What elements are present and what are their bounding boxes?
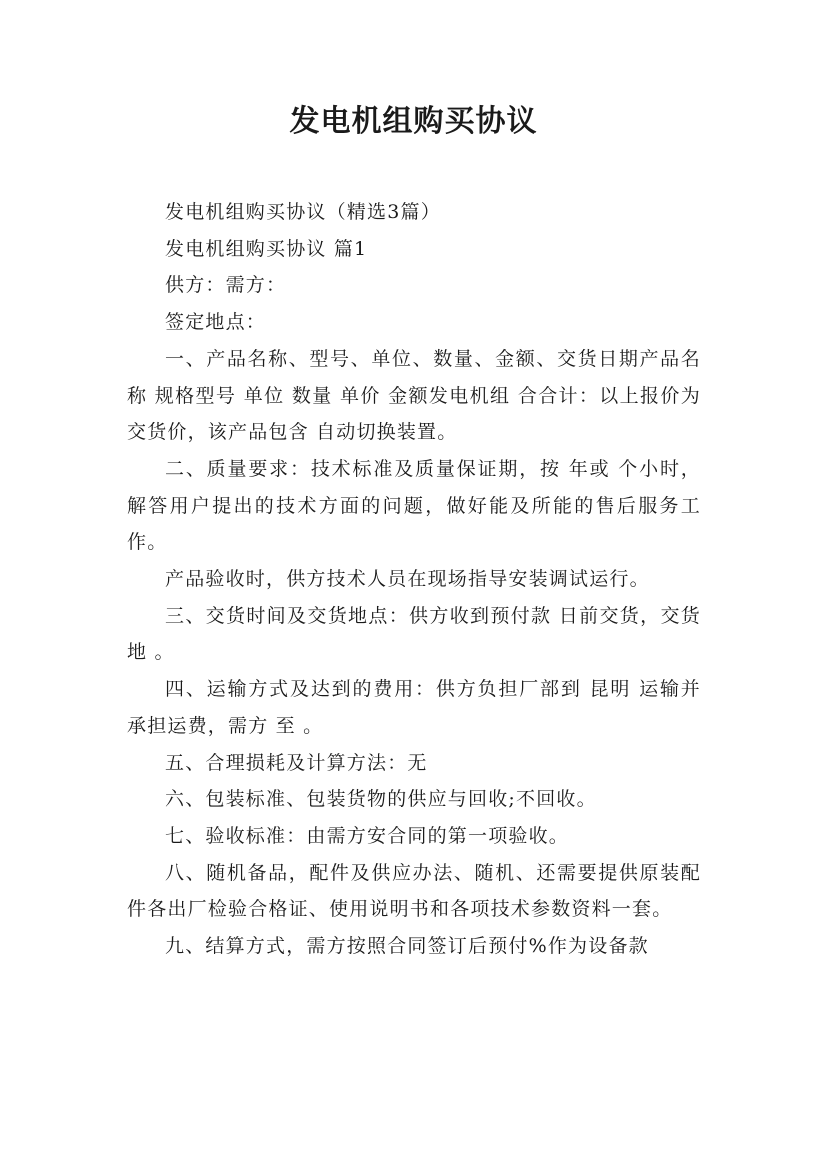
paragraph: 签定地点： (165, 311, 267, 334)
paragraph: 三、交货时间及交货地点：供方收到预付款 日前交货，交货地 。 (127, 604, 701, 664)
paragraph: 五、合理损耗及计算方法：无 (165, 751, 428, 774)
paragraph: 发电机组购买协议（精选3篇） (165, 201, 441, 223)
paragraph: 产品验收时，供方技术人员在现场指导安装调试运行。 (165, 568, 650, 591)
paragraph: 四、运输方式及达到的费用：供方负担厂部到 昆明 运输并承担运费，需方 至 。 (127, 678, 701, 737)
paragraph: 六、包装标准、包装货物的供应与回收;不回收。 (165, 788, 597, 811)
document-body (127, 194, 701, 965)
document-title: 发电机组购买协议 (289, 104, 538, 139)
paragraph: 二、质量要求：技术标准及质量保证期，按 年或 个小时， 解答用户提出的技术方面的问题，做好能及所能的售后服务工作。 (127, 457, 701, 554)
paragraph: 七、验收标准：由需方安合同的第一项验收。 (165, 824, 570, 847)
paragraph: 八、随机备品，配件及供应办法、随机、还需要提供原装配件各出厂检验合格证、使用说明书和各项技术参数资料一套。 (127, 861, 701, 921)
paragraph: 九、结算方式，需方按照合同签订后预付%作为设备款 (165, 935, 649, 958)
paragraph: 供方：需方： (165, 274, 287, 297)
paragraph: 一、产品名称、型号、单位、数量、金额、交货日期产品名称 规格型号 单位 数量 单价 金额发电机组 合合计：以上报价为 交货价，该产品包含 自动切换装置。 (127, 347, 701, 444)
paragraph: 发电机组购买协议 篇1 (165, 237, 368, 260)
